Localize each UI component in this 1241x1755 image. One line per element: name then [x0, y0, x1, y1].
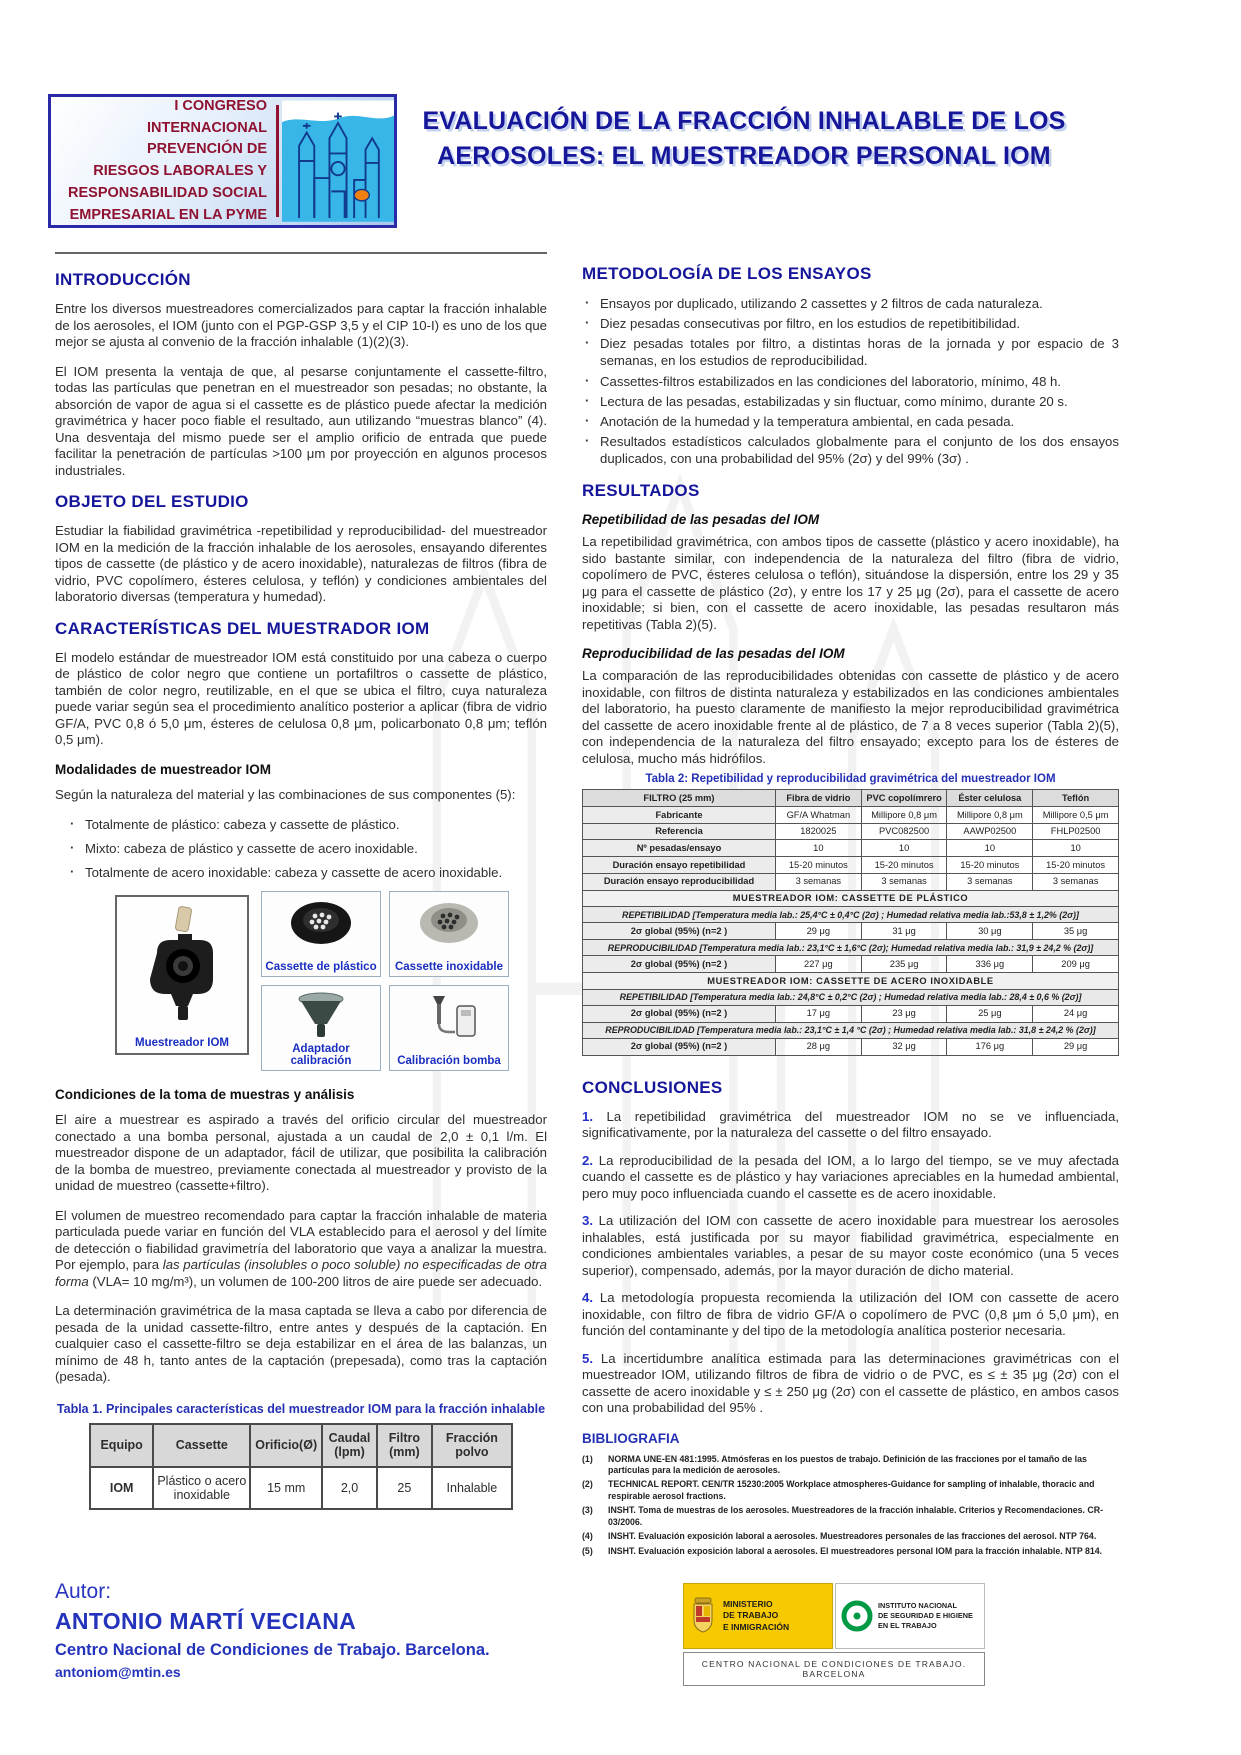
metodologia-item: · Ensayos por duplicado, utilizando 2 cassettes y 2 filtros de cada naturaleza.	[600, 295, 1119, 312]
condiciones-subheading: Condiciones de la toma de muestras y análisis	[55, 1087, 355, 1103]
tabla2	[582, 789, 1119, 1055]
modalidades-subheading: Modalidades de muestreador IOM	[55, 761, 272, 777]
tabla2-cell: 25 μg	[947, 1005, 1033, 1022]
tabla2-cell: 227 μg	[775, 956, 861, 973]
tabla2-cell: 29 μg	[1033, 1038, 1119, 1055]
tabla1	[89, 1423, 513, 1511]
tabla2-cell: 23 μg	[861, 1005, 947, 1022]
conclusiones-block	[582, 1078, 1119, 1417]
tabla2-cell: AAWP02500	[947, 823, 1033, 840]
insht-logo	[835, 1583, 985, 1649]
bib-text: NORMA UNE-EN 481:1995. Atmósferas en los puestos de trabajo. Definición de las fracciones por el tamaño de las partículas para la medición de aerosoles.	[608, 1453, 1087, 1476]
condiciones-paragraph-3: La determinación gravimétrica de la masa captada se lleva a cabo por diferencia de pesada de la unidad cassette-filtro, entre antes y después de la captación. En cualquier caso el cassette-filtro se deja estabilizar en el área de las balanzas, un mínimo de 48 h, tanto antes de la captación (prepesada), como tras la captación (pesada).	[55, 1303, 547, 1385]
tabla2-cell: 10	[775, 840, 861, 857]
tabla2-header-row	[583, 790, 1119, 807]
tabla2-section-row	[583, 973, 1119, 990]
tabla2-info-row	[583, 857, 1119, 874]
cassette-plastico-photo	[285, 896, 357, 948]
tabla2-row-label: 2σ global (95%) (n=2 )	[583, 1038, 776, 1055]
condiciones-p2-italic: las partículas (insolubles o poco soluble) no especificadas de otra forma	[55, 1257, 547, 1289]
tabla1-cell: IOM	[90, 1467, 153, 1510]
reproducibilidad-subheading: Reproducibilidad de las pesadas del IOM	[582, 646, 845, 662]
congress-title	[51, 96, 276, 227]
tabla2-condition-row	[583, 1022, 1119, 1038]
conclusion-item	[582, 1290, 1119, 1340]
objeto-paragraph: Estudiar la fiabilidad gravimétrica -repetibilidad y reproducibilidad- del muestreador IOM en la medición de la fracción inhalable de los aerosoles, ensayando diferentes tipos de cassette (de plástico y de acero inoxidable), naturalezas de filtros (fibra de vidrio, PVC copolímero, ésteres celulosa, y teflón) y condiciones ambientales del laboratorio diversas (temperatura y humedad).	[55, 523, 547, 604]
spain-coat-of-arms-icon	[689, 1596, 717, 1636]
figure-cassette-plastico	[261, 891, 381, 977]
left-column	[55, 252, 547, 1510]
ministry-text	[723, 1599, 789, 1632]
tabla2-row-label: Fabricante	[583, 807, 776, 824]
tabla2-row-label: Duración ensayo repetibilidad	[583, 857, 776, 874]
ministry-logo	[683, 1583, 833, 1649]
conclusion-text: La metodología propuesta recomienda la utilización del IOM con cassette de acero inoxidable, con filtro de fibra de vidrio GF/A o copolímero de PVC (0,8 μm ó 5,0 μm), en función del contaminante y del tipo de la metodología analítica posterior necesaria.	[582, 1290, 1119, 1339]
intro-paragraph-1: Entre los diversos muestreadores comercializados para captar la fracción inhalable de los aerosoles, el IOM (junto con el PGP-GSP 3,5 y el CIP 10-I) es uno de los que mejor se ajusta al convenio de la fracción inhalable (1)(2)(3).	[55, 301, 547, 349]
metodologia-item: · Cassettes-filtros estabilizados en las condiciones del laboratorio, mínimo, 48 h.	[600, 373, 1119, 390]
modalidades-item: · Totalmente de acero inoxidable: cabeza y cassette de acero inoxidable.	[85, 864, 547, 881]
author-organization: Centro Nacional de Condiciones de Trabajo. Barcelona.	[55, 1641, 490, 1659]
conclusion-item	[582, 1351, 1119, 1417]
bib-number: (5)	[582, 1545, 593, 1556]
repetibilidad-subheading: Repetibilidad de las pesadas del IOM	[582, 512, 820, 528]
figures-block	[115, 891, 547, 1071]
tabla2-section-title: MUESTREADOR IOM: CASSETTE DE PLÁSTICO	[583, 890, 1119, 907]
tabla2-cell: 10	[861, 840, 947, 857]
bib-number: (3)	[582, 1505, 593, 1516]
tabla2-condition-label: REPETIBILIDAD [Temperatura media lab.: 25,4°C ± 0,4°C (2σ) ; Humedad relativa media lab.:53,8 ± 1,2% (2σ)]	[583, 907, 1119, 923]
repetibilidad-paragraph: La repetibilidad gravimétrica, con ambos tipos de cassette (plástico y acero inoxidable), ha sido bastante similar, con independencia de la naturaleza del filtro (fibra de vidrio, copolímero de PVC, ésteres celulosa o teflón), situándose la dispersión, entre los 29 y 35 μg para el cassette de plástico (2σ), y entre los 17 y 25 μg (2σ), para el cassette de acero inoxidable; si bien, con el cassette de acero inoxidable, las pesadas resultaron más repetitivas (Tabla 2)(5).	[582, 534, 1119, 632]
conclusion-number: 4.	[582, 1290, 593, 1306]
tabla2-cell: 1820025	[775, 823, 861, 840]
figure-cassette-inoxidable	[389, 891, 509, 977]
ministry-line: E INMIGRACIÓN	[723, 1621, 790, 1632]
tabla1-header-row	[90, 1424, 512, 1467]
muestreador-iom-photo	[127, 903, 237, 1023]
tabla2-header-cell: FILTRO (25 mm)	[583, 790, 776, 807]
metodologia-item: · Lectura de las pesadas, estabilizadas y sin fluctuar, como mínimo, durante 20 s.	[600, 393, 1119, 410]
figure-label: Muestreador IOM	[135, 1037, 229, 1050]
figure-calibracion-bomba	[389, 985, 509, 1071]
tabla1-cell: Inhalable	[432, 1467, 512, 1510]
tabla1-header-cell: Equipo	[90, 1424, 153, 1467]
congress-line: EMPRESARIAL EN LA PYME	[69, 206, 267, 223]
modalidades-lead: Según la naturaleza del material y las combinaciones de sus componentes (5):	[55, 786, 516, 802]
tabla2-cell: 209 μg	[1033, 956, 1119, 973]
bib-text: INSHT. Evaluación exposición laboral a aerosoles. Muestreadores personales de las fracciones del aerosol. NTP 764.	[608, 1531, 1097, 1542]
insht-text	[878, 1601, 973, 1631]
poster-title-line1: EVALUACIÓN DE LA FRACCIÓN INHALABLE DE LOS	[422, 107, 1066, 135]
tabla2-caption: Tabla 2: Repetibilidad y reproducibilidad gravimétrica del muestreador IOM	[645, 773, 1056, 786]
conclusion-number: 2.	[582, 1152, 593, 1168]
tabla2-cell: 15-20 minutos	[775, 857, 861, 874]
tabla2-row-label: 2σ global (95%) (n=2 )	[583, 956, 776, 973]
tabla1-cell: 2,0	[322, 1467, 377, 1510]
bib-number: (4)	[582, 1531, 593, 1542]
conclusion-item	[582, 1109, 1119, 1142]
tabla2-cell: 28 μg	[775, 1038, 861, 1055]
condiciones-paragraph-2	[55, 1208, 547, 1291]
logo-row	[683, 1583, 985, 1649]
modalidades-item: · Mixto: cabeza de plástico y cassette de acero inoxidable.	[85, 840, 547, 857]
intro-heading: INTRODUCCIÓN	[55, 270, 191, 289]
tabla1-header-cell: Orificio(Ø)	[250, 1424, 322, 1467]
tabla2-cell: GF/A Whatman	[775, 807, 861, 824]
conclusiones-heading: CONCLUSIONES	[582, 1077, 723, 1097]
congress-banner	[48, 94, 397, 228]
bib-text: INSHT. Toma de muestras de los aerosoles. Muestreadores de la fracción inhalable. Criterios y Recomendaciones. CR-03/2006.	[608, 1505, 1104, 1527]
tabla2-data-row	[583, 923, 1119, 940]
tabla2-info-row	[583, 873, 1119, 890]
right-column	[582, 252, 1119, 1560]
adaptador-calibracion-photo	[285, 990, 357, 1042]
bib-text: INSHT. Evaluación exposición laboral a aerosoles. El muestreadores personal IOM para la fracción inhalable. NTP 814.	[608, 1545, 1103, 1556]
congress-line: I CONGRESO INTERNACIONAL	[146, 97, 267, 136]
tabla2-condition-label: REPRODUCIBILIDAD [Temperatura media lab.: 23,1°C ± 1,6°C (2σ); Humedad relativa media lab.: 31,9 ± 24,2 % (2σ)]	[583, 940, 1119, 956]
conclusion-item	[582, 1153, 1119, 1203]
tabla2-cell: 15-20 minutos	[861, 857, 947, 874]
modalidades-list	[55, 816, 547, 881]
condiciones-p2-pre: El volumen de muestreo recomendado para captar la fracción inhalable de materia particulada puede variar en función del VLA establecido para el aerosol y del límite de detección o fiabilidad gravimetría del laboratorio que vaya a analizar la muestra. Por ejemplo, para	[55, 1207, 547, 1273]
tabla2-info-row	[583, 807, 1119, 824]
figure-label: Cassette inoxidable	[394, 961, 503, 974]
tabla2-condition-label: REPRODUCIBILIDAD [Temperatura media lab.: 23,1°C ± 1,4 °C (2σ) ; Humedad relativa media lab.: 31,8 ± 24,2 % (2σ)]	[583, 1022, 1119, 1038]
metodologia-heading: METODOLOGÍA DE LOS ENSAYOS	[582, 264, 872, 283]
bibliografia-block	[582, 1431, 1119, 1557]
ministry-line: MINISTERIO	[723, 1599, 773, 1610]
reproducibilidad-paragraph: La comparación de las reproducibilidades obtenidas con cassette de plástico y de acero inoxidable, con filtros de distinta naturaleza y estabilizados en las condiciones ambientales del laboratorio, ha puesto claramente de manifiesto la mejor reproducibilidad gravimétrica del cassette de acero inoxidable frente al de plástico, de 7 a 8 veces superior (Tabla 2)(5), con independencia de la naturaleza del filtro ensayado; excepto para los de ésteres de celulosa, mucho más hidrófilos.	[582, 668, 1119, 766]
bibliografia-item	[582, 1505, 1119, 1528]
tabla2-cell: 235 μg	[861, 956, 947, 973]
tabla1-cell: 25	[377, 1467, 432, 1510]
tabla2-cell: Millipore 0,8 μm	[947, 807, 1033, 824]
bibliografia-heading: BIBLIOGRAFIA	[582, 1430, 680, 1446]
cassette-inoxidable-photo	[413, 896, 485, 948]
divider	[276, 105, 279, 217]
tabla2-header-cell: Éster celulosa	[947, 790, 1033, 807]
calibracion-bomba-photo	[413, 990, 485, 1042]
tabla1-cell: Plástico o acero inoxidable	[153, 1467, 250, 1510]
tabla2-cell: 31 μg	[861, 923, 947, 940]
centro-nacional-strip: CENTRO NACIONAL DE CONDICIONES DE TRABAJO. BARCELONA	[683, 1652, 985, 1686]
metodologia-item: · Anotación de la humedad y la temperatura ambiental, en cada pesada.	[600, 413, 1119, 430]
author-name: ANTONIO MARTÍ VECIANA	[55, 1608, 357, 1634]
conclusion-text: La reproducibilidad de la pesada del IOM, a lo largo del tiempo, se ve muy afectada cuando el cassette es de plástico y hay variaciones apreciables en la humedad ambiental, pero muy poco influenciada cuando el cassette es de acero inoxidable.	[582, 1152, 1119, 1201]
condiciones-p2-post: (VLA= 10 mg/m³), un volumen de 100-200 litros de aire puede ser adecuado.	[88, 1273, 543, 1289]
intro-paragraph-2: El IOM presenta la ventaja de que, al pesarse conjuntamente el cassette-filtro, todas las partículas que penetran en el muestreador son pesadas; no obstante, la absorción de vapor de agua si el cassette es de plástico puede afectar la medición gravimétrica y hacer poco fiable el resultado, aun utilizando “muestras blanco” (4). Una desventaja del mismo puede ser el amplio orificio de entrada que puede facilitar la penetración de partículas >100 μm por proyección en algunos procesos industriales.	[55, 363, 547, 478]
tabla2-cell: Millipore 0,5 μm	[1033, 807, 1119, 824]
tabla2-cell: PVC082500	[861, 823, 947, 840]
tabla2-row-label: Referencia	[583, 823, 776, 840]
figure-label: Cassette de plástico	[265, 961, 377, 974]
tabla2-data-row	[583, 956, 1119, 973]
tabla2-cell: 176 μg	[947, 1038, 1033, 1055]
tabla2-cell: 3 semanas	[775, 873, 861, 890]
tabla2-cell: 30 μg	[947, 923, 1033, 940]
caracteristicas-heading: CARACTERÍSTICAS DEL MUESTRADOR IOM	[55, 618, 430, 638]
tabla2-data-row	[583, 1005, 1119, 1022]
bib-number: (1)	[582, 1453, 593, 1464]
tabla2-info-row	[583, 823, 1119, 840]
conclusion-number: 5.	[582, 1350, 593, 1366]
tabla1-header-cell: Cassette	[153, 1424, 250, 1467]
bib-text: TECHNICAL REPORT. CEN/TR 15230:2005 Workplace atmospheres-Guidance for sampling of inhalable, thoracic and respirable aerosol fractions.	[608, 1479, 1095, 1501]
insht-line: INSTITUTO NACIONAL	[878, 1601, 957, 1611]
caracteristicas-paragraph: El modelo estándar de muestreador IOM está constituido por una cabeza o cuerpo de plástico de color negro que contiene un portafiltros o cassette de plástico, también de color negro, reutilizable, en el que se ubica el filtro, cuya naturaleza puede variar según sea el procedimiento analítico posterior a aplicar (fibra de vidrio GF/A, PVC 0,8 ó 5,0 μm, ésteres de celulosa 0,8 μm, policarbonato 0,8 μm; teflón 0,5 μm).	[55, 649, 547, 747]
tabla2-cell: 15-20 minutos	[1033, 857, 1119, 874]
conclusion-item	[582, 1213, 1119, 1279]
bib-number: (2)	[582, 1479, 593, 1490]
tabla2-header-cell: Fibra de vidrio	[775, 790, 861, 807]
insht-icon	[841, 1600, 873, 1632]
metodologia-item: · Diez pesadas consecutivas por filtro, en los estudios de repetibitibilidad.	[600, 315, 1119, 332]
tabla2-data-row	[583, 1038, 1119, 1055]
tabla2-cell: 35 μg	[1033, 923, 1119, 940]
ministry-line: DE TRABAJO	[723, 1610, 779, 1621]
poster-title	[408, 104, 1080, 174]
tabla2-header-cell: PVC copolímrero	[861, 790, 947, 807]
figure-grid	[261, 891, 509, 1071]
tabla1-header-cell: Filtro (mm)	[377, 1424, 432, 1467]
tabla2-cell: 3 semanas	[947, 873, 1033, 890]
conclusion-number: 1.	[582, 1108, 593, 1124]
tabla2-row-label: Nº pesadas/ensayo	[583, 840, 776, 857]
metodologia-item: · Resultados estadísticos calculados globalmente para el conjunto de los dos ensayos duplicados, con una probabilidad del 95% (2σ) y del 99% (3σ) .	[600, 433, 1119, 467]
modalidades-item: · Totalmente de plástico: cabeza y cassette de plástico.	[85, 816, 547, 833]
tabla2-header-cell: Teflón	[1033, 790, 1119, 807]
tabla2-condition-row	[583, 989, 1119, 1005]
insht-line: EN EL TRABAJO	[878, 1620, 937, 1630]
tabla2-row-label: Duración ensayo reproducibilidad	[583, 873, 776, 890]
bibliografia-item	[582, 1454, 1119, 1477]
resultados-heading: RESULTADOS	[582, 481, 700, 501]
condiciones-paragraph-1: El aire a muestrear es aspirado a través del orificio circular del muestreador conectado a una bomba personal, ajustada a un caudal de 2,0 ± 0,1 l/m. El muestreador dispone de un adaptador, fácil de utilizar, que posibilita la calibración de la bomba de muestreo, previamente conectada al muestreador y provisto de la unidad de muestreo (cassette+filtro).	[55, 1112, 547, 1194]
tabla1-header-cell: Caudal (lpm)	[322, 1424, 377, 1467]
tabla2-section-title: MUESTREADOR IOM: CASSETTE DE ACERO INOXIDABLE	[583, 973, 1119, 990]
author-label: Autor:	[55, 1580, 112, 1603]
bibliografia-item	[582, 1531, 1119, 1542]
tabla2-row-label: 2σ global (95%) (n=2 )	[583, 1005, 776, 1022]
bibliografia-item	[582, 1479, 1119, 1502]
tabla2-cell: 29 μg	[775, 923, 861, 940]
tabla2-cell: 17 μg	[775, 1005, 861, 1022]
conclusion-number: 3.	[582, 1213, 593, 1229]
insht-line: DE SEGURIDAD E HIGIENE	[878, 1611, 973, 1621]
tabla1-data-row	[90, 1467, 512, 1510]
tabla2-cell: Millipore 0,8 μm	[861, 807, 947, 824]
tabla2-condition-row	[583, 907, 1119, 923]
congress-line: RIESGOS LABORALES Y	[93, 163, 267, 179]
conclusion-text: La repetibilidad gravimétrica del muestreador IOM no se ve influenciada, significativamente, por la naturaleza del cassette o del filtro ensayado.	[582, 1108, 1119, 1141]
tabla2-cell: 336 μg	[947, 956, 1033, 973]
tabla2-cell: 3 semanas	[861, 873, 947, 890]
tabla1-cell: 15 mm	[250, 1467, 322, 1510]
bibliografia-item	[582, 1546, 1119, 1557]
figure-label: Calibración bomba	[397, 1055, 501, 1068]
tabla2-info-row	[583, 840, 1119, 857]
tabla2-cell: 10	[947, 840, 1033, 857]
figure-adaptador-calibracion	[261, 985, 381, 1071]
metodologia-list	[582, 295, 1119, 467]
tabla2-condition-label: REPETIBILIDAD [Temperatura media lab.: 24,8°C ± 0,2°C (2σ) ; Humedad relativa media lab.: 28,4 ± 0,6 % (2σ)]	[583, 989, 1119, 1005]
tabla1-header-cell: Fracción polvo	[432, 1424, 512, 1467]
tabla2-cell: 3 semanas	[1033, 873, 1119, 890]
figure-muestreador-iom	[115, 895, 249, 1055]
cathedral-logo-icon	[282, 98, 394, 224]
author-email: antoniom@mtin.es	[55, 1664, 181, 1680]
objeto-heading: OBJETO DEL ESTUDIO	[55, 492, 249, 511]
tabla2-section-row	[583, 890, 1119, 907]
tabla1-caption: Tabla 1. Principales características del muestreador IOM para la fracción inhalable	[56, 1401, 546, 1416]
tabla2-condition-row	[583, 940, 1119, 956]
tabla2-cell: FHLP02500	[1033, 823, 1119, 840]
metodologia-item: · Diez pesadas totales por filtro, a distintas horas de la jornada y por espacio de 3 semanas, en los estudios de reproducibilidad.	[600, 335, 1119, 369]
tabla2-cell: 32 μg	[861, 1038, 947, 1055]
tabla2-cell: 10	[1033, 840, 1119, 857]
congress-line: RESPONSABILIDAD SOCIAL	[68, 184, 267, 201]
poster-title-line2: AEROSOLES: EL MUESTREADOR PERSONAL IOM	[437, 142, 1051, 170]
tabla2-row-label: 2σ global (95%) (n=2 )	[583, 923, 776, 940]
conclusion-text: La utilización del IOM con cassette de acero inoxidable para muestrear los aerosoles inhalables, está justificada por su mayor fiabilidad gravimétrica, especialmente en condiciones ambientales variables, a pesar de su mayor coste económico (una 5 veces superior), compensado, además, por la mayor duración de dicho material.	[582, 1213, 1119, 1278]
congress-line: PREVENCIÓN DE	[146, 141, 267, 158]
tabla2-cell: 15-20 minutos	[947, 857, 1033, 874]
conclusion-text: La incertidumbre analítica estimada para las determinaciones gravimétricas con el muestreador IOM, utilizando filtros de fibra de vidrio o de PVC, es ≤ ± 35 μg (2σ) con el cassette de acero inoxidable y ≤ ± 250 μg (2σ) con el cassette de plástico, en ambos casos con una probabilidad del 95% .	[582, 1350, 1119, 1416]
institution-logos	[683, 1583, 985, 1686]
figure-label: Adaptador calibración	[290, 1043, 352, 1068]
tabla2-cell: 24 μg	[1033, 1005, 1119, 1022]
